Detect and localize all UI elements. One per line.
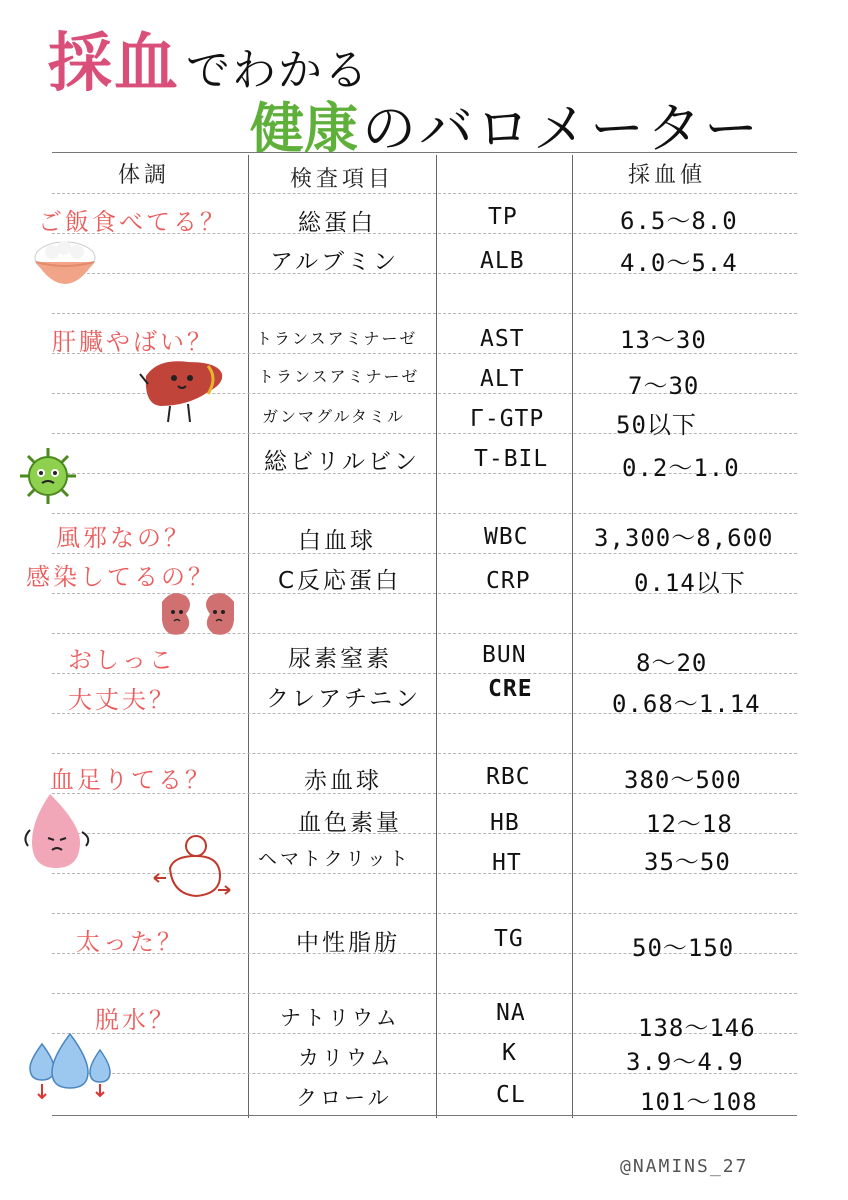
category-label: 太った？	[76, 928, 184, 956]
body-weight-icon	[150, 832, 234, 904]
test-abbreviation: CL	[496, 1082, 526, 1108]
virus-icon	[16, 446, 80, 506]
reference-value: 101〜108	[640, 1088, 758, 1116]
test-item-name: クロール	[296, 1086, 392, 1110]
row-line	[52, 513, 797, 514]
test-item-name: 血色素量	[298, 810, 402, 836]
water-drops-icon	[24, 1030, 114, 1102]
category-label: 血足りてる？	[50, 766, 212, 794]
category-label: おしっこ	[68, 646, 176, 674]
test-abbreviation: BUN	[482, 642, 527, 668]
column-divider	[248, 155, 249, 1118]
reference-value: 8〜20	[636, 649, 708, 677]
test-item-name: C反応蛋白	[278, 568, 402, 594]
test-item-name: トランスアミナーゼ	[256, 329, 418, 348]
test-abbreviation: WBC	[484, 524, 529, 550]
test-item-name: 総ビリルビン	[264, 449, 420, 475]
column-divider	[436, 155, 437, 1118]
reference-value: 0.68〜1.14	[612, 690, 761, 718]
kidneys-character-icon	[156, 588, 240, 640]
test-item-name: 総蛋白	[298, 210, 376, 236]
category-label: 肝臓やばい？	[52, 328, 214, 356]
header-blood-value: 採血値	[628, 163, 707, 188]
liver-character-icon	[138, 354, 230, 430]
reference-value: 0.14以下	[634, 569, 746, 597]
row-line	[52, 553, 797, 554]
reference-value: 3,300〜8,600	[594, 524, 774, 552]
reference-value: 50〜150	[632, 934, 735, 962]
reference-value: 3.9〜4.9	[626, 1048, 744, 1076]
test-item-name: 中性脂肪	[296, 930, 400, 956]
row-line	[52, 753, 797, 754]
reference-value: 4.0〜5.4	[620, 249, 738, 277]
reference-value: 0.2〜1.0	[622, 454, 740, 482]
title-rest-1: でわかる	[186, 45, 370, 96]
test-item-name: 赤血球	[304, 768, 382, 794]
test-abbreviation: ALT	[480, 366, 525, 392]
category-label: 脱水？	[95, 1006, 176, 1034]
test-item-name: ガンマグルタミル	[262, 407, 405, 426]
test-abbreviation: TG	[494, 926, 524, 952]
test-item-name: 尿素窒素	[288, 646, 392, 672]
column-divider	[572, 155, 573, 1118]
test-abbreviation: AST	[480, 326, 525, 352]
title-rest-2: のバロメーター	[362, 97, 761, 160]
test-item-name: アルブミン	[270, 249, 400, 275]
test-item-name: カリウム	[298, 1046, 394, 1070]
row-line	[52, 193, 797, 194]
test-abbreviation: CRE	[488, 676, 533, 702]
test-abbreviation: CRP	[486, 568, 531, 594]
test-item-name: クレアチニン	[266, 686, 422, 712]
test-abbreviation: HT	[492, 850, 522, 876]
test-abbreviation: Γ-GTP	[470, 406, 545, 432]
category-label: 大丈夫？	[68, 686, 176, 714]
test-abbreviation: TP	[488, 204, 518, 230]
test-abbreviation: RBC	[486, 764, 531, 790]
test-abbreviation: ALB	[480, 248, 525, 274]
reference-value: 6.5〜8.0	[620, 207, 738, 235]
title-highlight-2: 健康	[250, 97, 358, 160]
reference-value: 7〜30	[628, 372, 700, 400]
row-line	[52, 313, 797, 314]
reference-value: 13〜30	[620, 326, 707, 354]
test-abbreviation: HB	[490, 810, 520, 836]
credit-handle: @NAMINS_27	[620, 1156, 749, 1177]
category-label: 風邪なの？	[56, 524, 191, 552]
header-test-item: 検査項目	[290, 167, 395, 192]
reference-value: 50以下	[616, 411, 697, 439]
reference-value: 35〜50	[644, 848, 731, 876]
test-item-name: 白血球	[298, 528, 376, 554]
table-top-border	[52, 152, 797, 153]
header-condition: 体調	[118, 163, 171, 188]
test-abbreviation: T-BIL	[474, 446, 549, 472]
row-line	[52, 993, 797, 994]
row-line	[52, 913, 797, 914]
reference-value: 138〜146	[638, 1014, 756, 1042]
blood-drop-character-icon	[20, 790, 104, 874]
reference-value: 12〜18	[646, 810, 733, 838]
reference-value: 380〜500	[624, 766, 742, 794]
test-item-name: ヘマトクリット	[258, 848, 411, 870]
title-highlight-1: 採血	[48, 27, 180, 101]
test-item-name: ナトリウム	[280, 1006, 400, 1030]
category-label: ご飯食べてる？	[38, 208, 227, 236]
test-abbreviation: K	[502, 1040, 517, 1066]
category-label: 感染してるの？	[26, 563, 215, 591]
test-item-name: トランスアミナーゼ	[258, 367, 420, 386]
test-abbreviation: NA	[496, 1000, 526, 1026]
rice-bowl-icon	[30, 236, 100, 298]
